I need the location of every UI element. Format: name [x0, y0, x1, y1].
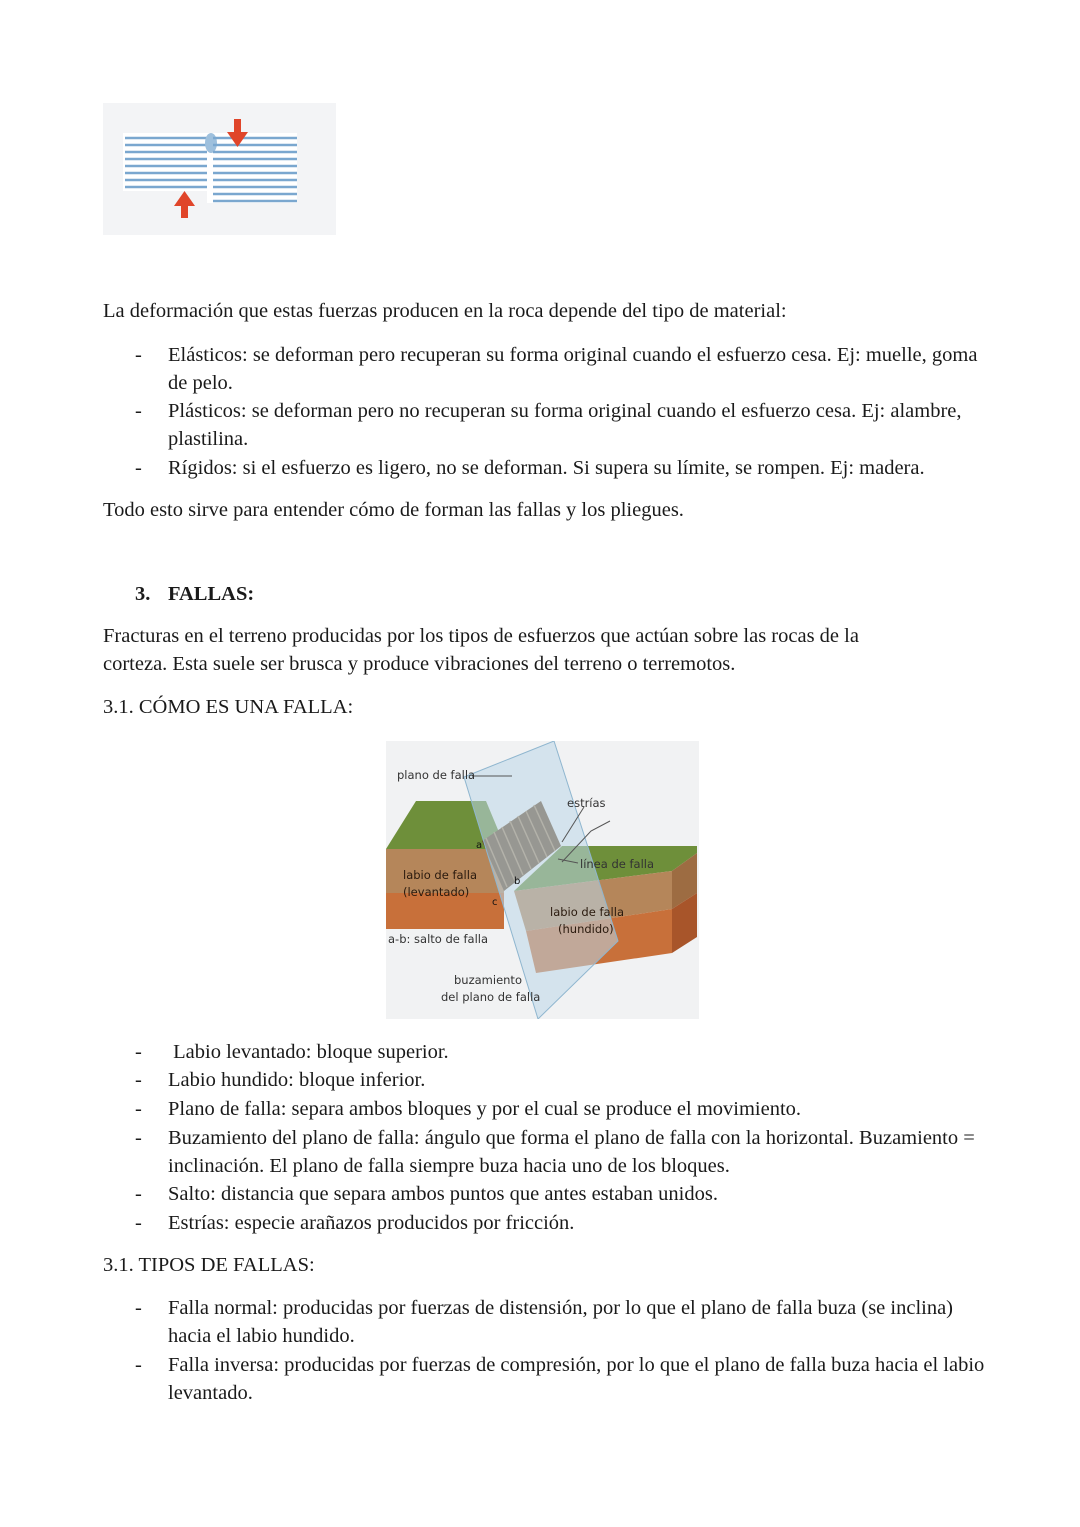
intro-paragraph: La deformación que estas fuerzas producen en la roca depende del tipo de material: [103, 300, 787, 322]
list-item-salto: Salto: distancia que separa ambos puntos que antes estaban unidos. [168, 1183, 718, 1205]
bullet-dash: - [135, 457, 142, 479]
bullet-dash: - [135, 1297, 142, 1319]
section-description: Fracturas en el terreno producidas por los tipos de esfuerzos que actúan sobre las rocas de la corteza. Esta suele ser brusca y produce vibraciones del terreno o terremotos. [103, 625, 859, 675]
section-number: 3. [135, 583, 151, 605]
list-item-falla-inversa: Falla inversa: producidas por fuerzas de compresión, por lo que el plano de falla buza hacia el labio levantado. [168, 1354, 985, 1404]
label-point-a: a [476, 840, 483, 851]
bullet-dash: - [135, 1212, 142, 1234]
fault-diagram [386, 741, 699, 1019]
subsection-tipos-title: 3.1. TIPOS DE FALLAS: [103, 1254, 315, 1276]
list-item-labio-levantado: Labio levantado: bloque superior. [168, 1041, 449, 1063]
label-labio-hundido-1: labio de falla [550, 905, 624, 919]
section-title: FALLAS: [168, 583, 255, 605]
list-item-elasticos: Elásticos: se deforman pero recuperan su forma original cuando el esfuerzo cesa. Ej: muelle, goma de pelo. [168, 344, 978, 394]
bullet-dash: - [135, 400, 142, 422]
summary-paragraph: Todo esto sirve para entender cómo de forman las fallas y los pliegues. [103, 499, 684, 521]
shear-stress-figure [103, 103, 336, 235]
bullet-dash: - [135, 1098, 142, 1120]
bullet-dash: - [135, 1127, 142, 1149]
label-point-b: b [514, 876, 521, 887]
list-item-rigidos: Rígidos: si el esfuerzo es ligero, no se deforman. Si supera su límite, se rompen. Ej: madera. [168, 457, 925, 479]
list-item-plano-de-falla: Plano de falla: separa ambos bloques y por el cual se produce el movimiento. [168, 1098, 802, 1120]
bullet-dash: - [135, 344, 142, 366]
label-buzamiento-2: del plano de falla [441, 990, 541, 1004]
label-linea-de-falla: línea de falla [580, 857, 655, 871]
label-point-c: c [492, 897, 498, 908]
subsection-como-title: 3.1. CÓMO ES UNA FALLA: [103, 696, 354, 718]
bullet-dash: - [135, 1183, 142, 1205]
list-item-estrias: Estrías: especie arañazos producidos por fricción. [168, 1212, 575, 1234]
left-cylinder [123, 133, 213, 191]
label-labio-hundido-2: (hundido) [558, 922, 614, 936]
bullet-dash: - [135, 1354, 142, 1376]
list-item-falla-normal: Falla normal: producidas por fuerzas de distensión, por lo que el plano de falla buza (se inclina) hacia el labio hundido. [168, 1297, 954, 1347]
bullet-dash: - [135, 1069, 142, 1091]
label-salto-de-falla: a-b: salto de falla [388, 932, 489, 946]
label-labio-levantado-2: (levantado) [403, 885, 470, 899]
list-item-plasticos: Plásticos: se deforman pero no recuperan su forma original cuando el esfuerzo cesa. Ej: alambre, plastilina. [168, 400, 962, 450]
label-labio-levantado-1: labio de falla [403, 868, 477, 882]
list-item-buzamiento: Buzamiento del plano de falla: ángulo que forma el plano de falla con la horizontal. Buzamiento = inclinación. El plano de falla siempre buza hacia uno de los bloques. [168, 1127, 975, 1177]
list-item-labio-hundido: Labio hundido: bloque inferior. [168, 1069, 426, 1091]
label-buzamiento-1: buzamiento [454, 973, 522, 987]
label-estrias: estrías [567, 796, 606, 810]
bullet-dash: - [135, 1041, 142, 1063]
label-plano-de-falla: plano de falla [397, 768, 476, 782]
right-cylinder [205, 133, 297, 203]
